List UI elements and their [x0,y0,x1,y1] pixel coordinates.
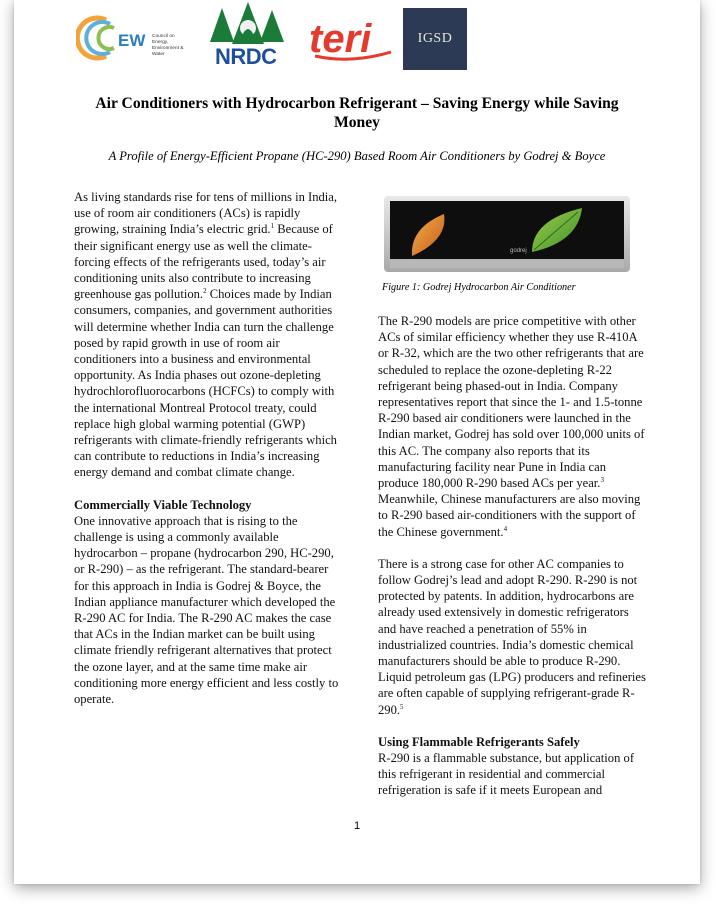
left-column [74,189,344,707]
teri-wordmark: teri [309,17,372,61]
page-number: 1 [353,820,361,832]
nrdc-wordmark: NRDC [215,44,277,69]
section-heading-flammable-refrigerants: Using Flammable Refrigerants Safely [378,734,580,749]
air-conditioner-image [382,194,632,274]
section-heading-commercially-viable: Commercially Viable Technology [74,497,252,512]
paragraph: The R-290 models are price competitive with other ACs of similar efficiency whether they use R-410A or R-32, which are the two other refrigerants that are scheduled to replace the ozone-depleting R-22 refrigerant being phased-out in India. Company representatives report that since the 1- and 1.5-tonne R-290 based air conditioners were launched in the Indian market, Godrej has sold over 100,000 units of this AC. The company also reports that its manufacturing facility near Pune in India can produce 180,000 R-290 based ACs per year.$^3$ Meanwhile, Chinese manufacturers are also moving to R-290 based air-conditioners with the support of the Chinese government.$^4$ [378,314,645,539]
ceew-logo [76,12,194,62]
logo-bar [14,0,700,80]
paragraph: One innovative approach that is rising to the challenge is using a commonly available hydrocarbon – propane (hydrocarbon 290, HC-290, or R-290) – as the refrigerant. The standard-bearer for this approach in India is Godrej & Boyce, the Indian appliance manufacturer which developed the R-290 AC for India. The R-290 AC makes the case that ACs in the Indian market can be built using climate friendly refrigerant alternatives that protect the ozone layer, and at the same time make air conditioning more energy efficient and less costly to operate. [74,513,339,707]
document-page [14,0,700,884]
document-title: Air Conditioners with Hydrocarbon Refrigerant – Saving Energy while Saving Money [95,95,619,131]
igsd-wordmark: IGSD [417,31,453,46]
svg-text:EW: EW [118,31,146,50]
paragraph: R-290 is a flammable substance, but application of this refrigerant in residential and commercial refrigeration is safe if it meets European and [378,751,635,798]
footnote-ref: 4 [503,524,508,533]
document-subtitle: A Profile of Energy-Efficient Propane (HC-290) Based Room Air Conditioners by Godrej & Boyce [108,149,606,163]
brand-mark: godrej [510,248,527,254]
igsd-logo [403,8,467,70]
teri-logo [307,8,397,64]
intro-paragraph: As living standards rise for tens of millions in India, use of room air conditioners (ACs) is rapidly growing, straining India’s electric grid.$^1$ Because of their significant energy use as well the climate-forcing effects of the refrigerants used, today’s air conditioning units also contribute to increasing greenhouse gas pollution.$^2$ Choices made by Indian consumers, companies, and government authorities will determine whether India can turn the challenge posed by rapid growth in use of room air conditioners into a business and environmental opportunity. As India phases out ozone-depleting hydrochlorofluorocarbons (HCFCs) to comply with the international Montreal Protocol treaty, could replace high global warming potential (GWP) refrigerants with climate-friendly refrigerants which can contribute to reductions in India’s increasing energy demand and combat climate change. [74,190,338,480]
paragraph: There is a strong case for other AC companies to follow Godrej’s lead and adopt R-290. R-290 is not protected by patents. In addition, hydrocarbons are already used extensively in domestic refrigerators and have reached a penetration of 55% in industrialized countries. India’s domestic chemical manufacturers should be able to produce R-290. Liquid petroleum gas (LPG) producers and refineries are often capable of supplying refrigerant-grade R-290.$^5$ [378,556,646,717]
figure-caption: Figure 1: Godrej Hydrocarbon Air Conditioner [382,282,576,293]
nrdc-logo [202,2,294,72]
right-column [378,313,646,799]
footnote-ref: 3 [600,476,604,485]
ceew-tagline: Council on Energy, Environment & Water [152,34,184,57]
footnote-ref: 5 [400,702,404,711]
footnote-ref: 2 [203,287,207,296]
footnote-ref: 1 [270,222,275,231]
